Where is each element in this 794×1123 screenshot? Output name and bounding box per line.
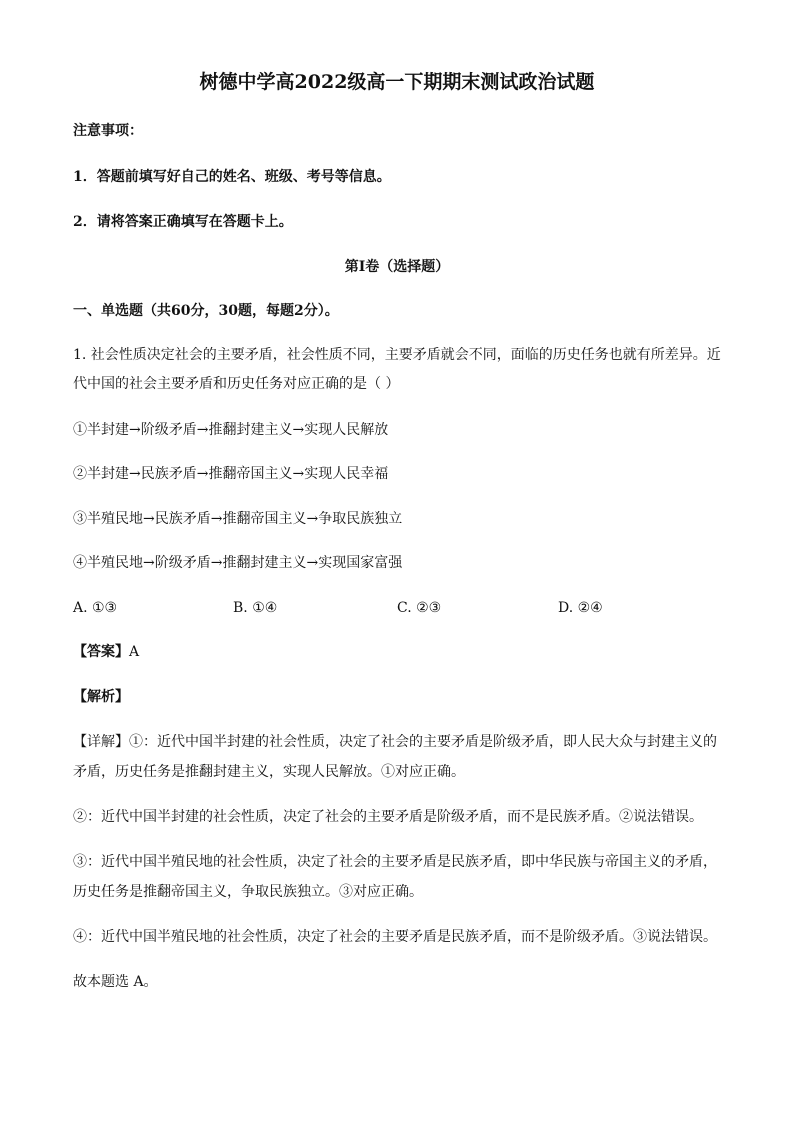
section-title: 第I卷（选择题） (344, 259, 450, 275)
analysis-line-1: 【详解】①：近代中国半封建的社会性质，决定了社会的主要矛盾是阶级矛盾，即人民大众与封建主义的 (73, 734, 717, 750)
analysis-line-3: ②：近代中国半封建的社会性质，决定了社会的主要矛盾是阶级矛盾，而不是民族矛盾。②说法错误。 (73, 809, 703, 825)
question-stem-line-1: 1. 社会性质决定社会的主要矛盾，社会性质不同，主要矛盾就会不同，面临的历史任务也就有所差异。近 (73, 347, 721, 363)
question-stem-line-2: 代中国的社会主要矛盾和历史任务对应正确的是（ ） (73, 376, 400, 392)
option-c: C. ②③ (397, 600, 442, 616)
answer-line (73, 643, 723, 661)
analysis-line-6: ④：近代中国半殖民地的社会性质，决定了社会的主要矛盾是民族矛盾，而不是阶级矛盾。③说法错误。 (73, 929, 717, 945)
notes-heading: 注意事项： (73, 123, 143, 139)
statement-2: ②半封建→民族矛盾→推翻帝国主义→实现人民幸福 (73, 466, 389, 482)
statement-1: ①半封建→阶级矛盾→推翻封建主义→实现人民解放 (73, 422, 389, 438)
analysis-conclusion: 故本题选 A。 (73, 974, 158, 990)
option-a: A. ①③ (73, 600, 118, 616)
note-item-2: 2．请将答案正确填写在答题卡上。 (73, 214, 293, 230)
part-heading: 一、单选题（共60分，30题，每题2分）。 (73, 303, 339, 319)
answer-label: 【答案】 (73, 644, 129, 660)
analysis-line-2: 矛盾，历史任务是推翻封建主义，实现人民解放。①对应正确。 (73, 764, 465, 780)
page-title: 树德中学高2022级高一下期期末测试政治试题 (199, 71, 595, 93)
note-item-1: 1．答题前填写好自己的姓名、班级、考号等信息。 (73, 169, 391, 185)
option-d: D. ②④ (558, 600, 603, 616)
statement-4: ④半殖民地→阶级矛盾→推翻封建主义→实现国家富强 (73, 555, 403, 571)
analysis-label: 【解析】 (73, 689, 129, 705)
option-b: B. ①④ (233, 600, 278, 616)
analysis-line-4: ③：近代中国半殖民地的社会性质，决定了社会的主要矛盾是民族矛盾，即中华民族与帝国主义的矛盾， (73, 854, 717, 870)
analysis-line-5: 历史任务是推翻帝国主义，争取民族独立。③对应正确。 (73, 884, 423, 900)
statement-3: ③半殖民地→民族矛盾→推翻帝国主义→争取民族独立 (73, 511, 403, 527)
answer-value: A (129, 644, 140, 660)
